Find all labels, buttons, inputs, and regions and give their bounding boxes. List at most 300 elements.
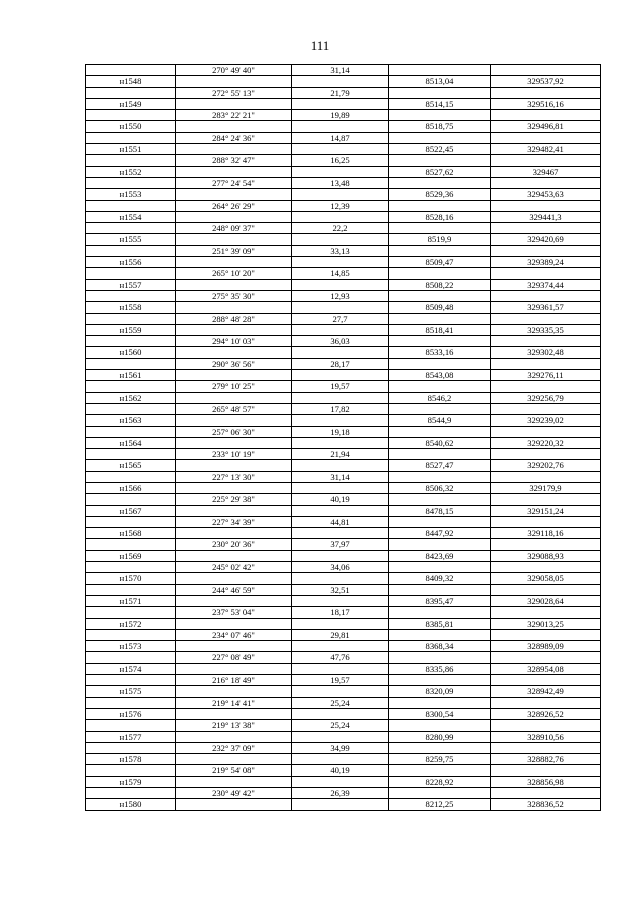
segment-row	[86, 87, 601, 98]
point-row	[86, 618, 601, 629]
y-cell	[491, 516, 601, 527]
x-cell: 8385,81	[389, 618, 491, 629]
x-cell	[389, 788, 491, 799]
segment-row	[86, 788, 601, 799]
x-cell: 8368,34	[389, 641, 491, 652]
point-row	[86, 528, 601, 539]
segment-row	[86, 65, 601, 76]
x-cell: 8527,62	[389, 166, 491, 177]
point-cell	[86, 471, 176, 482]
length-cell: 32,51	[292, 584, 389, 595]
point-cell: н1570	[86, 573, 176, 584]
length-cell	[292, 257, 389, 268]
y-cell	[491, 584, 601, 595]
point-cell: н1579	[86, 776, 176, 787]
length-cell	[292, 415, 389, 426]
y-cell: 328926,52	[491, 708, 601, 719]
point-cell: н1568	[86, 528, 176, 539]
length-cell: 22,2	[292, 223, 389, 234]
length-cell	[292, 324, 389, 335]
length-cell: 21,94	[292, 449, 389, 460]
length-cell	[292, 76, 389, 87]
point-cell: н1548	[86, 76, 176, 87]
length-cell	[292, 482, 389, 493]
length-cell	[292, 302, 389, 313]
y-cell: 329239,02	[491, 415, 601, 426]
length-cell	[292, 437, 389, 448]
point-cell: н1553	[86, 189, 176, 200]
segment-row	[86, 403, 601, 414]
length-cell: 18,17	[292, 607, 389, 618]
point-row	[86, 211, 601, 222]
x-cell: 8478,15	[389, 505, 491, 516]
angle-cell	[176, 76, 292, 87]
y-cell	[491, 87, 601, 98]
point-row	[86, 731, 601, 742]
length-cell	[292, 776, 389, 787]
length-cell: 19,57	[292, 381, 389, 392]
point-cell	[86, 65, 176, 76]
angle-cell	[176, 189, 292, 200]
angle-cell: 219° 54' 08"	[176, 765, 292, 776]
length-cell: 26,39	[292, 788, 389, 799]
angle-cell	[176, 708, 292, 719]
length-cell: 37,97	[292, 539, 389, 550]
point-row	[86, 347, 601, 358]
x-cell: 8514,15	[389, 98, 491, 109]
point-cell: н1559	[86, 324, 176, 335]
segment-row	[86, 607, 601, 618]
angle-cell	[176, 257, 292, 268]
angle-cell	[176, 234, 292, 245]
length-cell: 13,48	[292, 177, 389, 188]
y-cell	[491, 358, 601, 369]
length-cell: 14,87	[292, 132, 389, 143]
point-row	[86, 437, 601, 448]
point-cell: н1556	[86, 257, 176, 268]
segment-row	[86, 471, 601, 482]
angle-cell: 248° 09' 37"	[176, 223, 292, 234]
x-cell	[389, 268, 491, 279]
point-cell: н1575	[86, 686, 176, 697]
point-row	[86, 279, 601, 290]
y-cell	[491, 245, 601, 256]
angle-cell: 288° 32' 47"	[176, 155, 292, 166]
segment-row	[86, 449, 601, 460]
x-cell: 8509,47	[389, 257, 491, 268]
point-row	[86, 482, 601, 493]
angle-cell	[176, 279, 292, 290]
y-cell: 329302,48	[491, 347, 601, 358]
segment-row	[86, 516, 601, 527]
length-cell	[292, 211, 389, 222]
point-row	[86, 776, 601, 787]
y-cell	[491, 697, 601, 708]
angle-cell: 294° 10' 03"	[176, 336, 292, 347]
angle-cell: 251° 39' 09"	[176, 245, 292, 256]
x-cell: 8544,9	[389, 415, 491, 426]
point-cell: н1557	[86, 279, 176, 290]
x-cell	[389, 87, 491, 98]
y-cell: 329256,79	[491, 392, 601, 403]
y-cell	[491, 65, 601, 76]
y-cell: 329151,24	[491, 505, 601, 516]
angle-cell: 277° 24' 54"	[176, 177, 292, 188]
x-cell: 8447,92	[389, 528, 491, 539]
angle-cell	[176, 166, 292, 177]
length-cell	[292, 505, 389, 516]
point-row	[86, 121, 601, 132]
length-cell	[292, 392, 389, 403]
point-cell	[86, 268, 176, 279]
y-cell	[491, 788, 601, 799]
angle-cell: 227° 13' 30"	[176, 471, 292, 482]
point-row	[86, 505, 601, 516]
segment-row	[86, 268, 601, 279]
x-cell: 8280,99	[389, 731, 491, 742]
point-cell: н1558	[86, 302, 176, 313]
length-cell	[292, 234, 389, 245]
segment-row	[86, 675, 601, 686]
point-row	[86, 550, 601, 561]
angle-cell: 230° 49' 42"	[176, 788, 292, 799]
angle-cell	[176, 211, 292, 222]
point-cell: н1571	[86, 595, 176, 606]
x-cell: 8529,36	[389, 189, 491, 200]
point-cell	[86, 539, 176, 550]
coordinates-table-body	[86, 65, 601, 811]
point-cell	[86, 403, 176, 414]
angle-cell	[176, 776, 292, 787]
length-cell	[292, 641, 389, 652]
angle-cell	[176, 324, 292, 335]
length-cell	[292, 189, 389, 200]
length-cell: 29,81	[292, 629, 389, 640]
point-cell	[86, 177, 176, 188]
x-cell	[389, 742, 491, 753]
point-row	[86, 392, 601, 403]
x-cell: 8300,54	[389, 708, 491, 719]
y-cell	[491, 471, 601, 482]
point-cell	[86, 742, 176, 753]
point-cell: н1577	[86, 731, 176, 742]
angle-cell: 234° 07' 46"	[176, 629, 292, 640]
angle-cell: 288° 48' 28"	[176, 313, 292, 324]
point-cell: н1563	[86, 415, 176, 426]
y-cell	[491, 110, 601, 121]
length-cell: 40,19	[292, 765, 389, 776]
segment-row	[86, 155, 601, 166]
point-cell: н1555	[86, 234, 176, 245]
length-cell: 19,89	[292, 110, 389, 121]
x-cell	[389, 177, 491, 188]
length-cell	[292, 166, 389, 177]
segment-row	[86, 223, 601, 234]
length-cell: 21,79	[292, 87, 389, 98]
angle-cell: 227° 08' 49"	[176, 652, 292, 663]
point-cell	[86, 132, 176, 143]
x-cell	[389, 539, 491, 550]
length-cell	[292, 663, 389, 674]
point-cell	[86, 449, 176, 460]
length-cell: 40,19	[292, 494, 389, 505]
angle-cell	[176, 121, 292, 132]
angle-cell: 257° 06' 30"	[176, 426, 292, 437]
length-cell	[292, 144, 389, 155]
y-cell: 329453,63	[491, 189, 601, 200]
x-cell	[389, 132, 491, 143]
length-cell: 44,81	[292, 516, 389, 527]
angle-cell: 265° 10' 20"	[176, 268, 292, 279]
point-cell	[86, 584, 176, 595]
y-cell: 329202,76	[491, 460, 601, 471]
point-cell	[86, 494, 176, 505]
point-cell: н1576	[86, 708, 176, 719]
length-cell	[292, 528, 389, 539]
x-cell: 8395,47	[389, 595, 491, 606]
x-cell	[389, 494, 491, 505]
length-cell	[292, 618, 389, 629]
angle-cell: 237° 53' 04"	[176, 607, 292, 618]
y-cell: 329088,93	[491, 550, 601, 561]
point-cell	[86, 155, 176, 166]
x-cell: 8527,47	[389, 460, 491, 471]
point-row	[86, 98, 601, 109]
point-cell	[86, 697, 176, 708]
angle-cell: 225° 29' 38"	[176, 494, 292, 505]
point-row	[86, 257, 601, 268]
angle-cell: 219° 14' 41"	[176, 697, 292, 708]
y-cell: 328882,76	[491, 754, 601, 765]
length-cell	[292, 799, 389, 810]
point-cell	[86, 607, 176, 618]
y-cell	[491, 629, 601, 640]
x-cell	[389, 358, 491, 369]
segment-row	[86, 584, 601, 595]
angle-cell: 245° 02' 42"	[176, 562, 292, 573]
x-cell	[389, 65, 491, 76]
length-cell: 14,85	[292, 268, 389, 279]
point-cell	[86, 516, 176, 527]
point-cell	[86, 200, 176, 211]
angle-cell	[176, 144, 292, 155]
segment-row	[86, 539, 601, 550]
point-row	[86, 302, 601, 313]
segment-row	[86, 652, 601, 663]
x-cell: 8320,09	[389, 686, 491, 697]
angle-cell: 283° 22' 21"	[176, 110, 292, 121]
point-row	[86, 686, 601, 697]
x-cell: 8509,48	[389, 302, 491, 313]
point-cell	[86, 562, 176, 573]
y-cell	[491, 426, 601, 437]
y-cell: 329361,57	[491, 302, 601, 313]
segment-row	[86, 426, 601, 437]
angle-cell: 227° 34' 39"	[176, 516, 292, 527]
segment-row	[86, 177, 601, 188]
y-cell: 328910,56	[491, 731, 601, 742]
x-cell: 8546,2	[389, 392, 491, 403]
angle-cell	[176, 799, 292, 810]
segment-row	[86, 358, 601, 369]
x-cell: 8259,75	[389, 754, 491, 765]
point-cell	[86, 110, 176, 121]
point-cell: н1567	[86, 505, 176, 516]
angle-cell: 272° 55' 13"	[176, 87, 292, 98]
point-cell: н1580	[86, 799, 176, 810]
segment-row	[86, 765, 601, 776]
x-cell: 8522,45	[389, 144, 491, 155]
point-row	[86, 415, 601, 426]
point-row	[86, 573, 601, 584]
y-cell	[491, 132, 601, 143]
x-cell	[389, 516, 491, 527]
point-cell	[86, 290, 176, 301]
angle-cell	[176, 98, 292, 109]
point-row	[86, 144, 601, 155]
x-cell: 8540,62	[389, 437, 491, 448]
point-cell	[86, 223, 176, 234]
angle-cell	[176, 505, 292, 516]
angle-cell	[176, 641, 292, 652]
point-row	[86, 370, 601, 381]
length-cell	[292, 731, 389, 742]
point-row	[86, 708, 601, 719]
y-cell: 329013,25	[491, 618, 601, 629]
angle-cell	[176, 550, 292, 561]
x-cell	[389, 449, 491, 460]
segment-row	[86, 290, 601, 301]
x-cell: 8423,69	[389, 550, 491, 561]
y-cell	[491, 381, 601, 392]
y-cell: 329028,64	[491, 595, 601, 606]
angle-cell	[176, 347, 292, 358]
angle-cell	[176, 415, 292, 426]
x-cell: 8518,75	[389, 121, 491, 132]
segment-row	[86, 562, 601, 573]
point-cell	[86, 245, 176, 256]
length-cell	[292, 121, 389, 132]
x-cell	[389, 471, 491, 482]
y-cell: 328856,98	[491, 776, 601, 787]
y-cell	[491, 765, 601, 776]
y-cell: 328989,09	[491, 641, 601, 652]
point-cell: н1549	[86, 98, 176, 109]
angle-cell: 216° 18' 49"	[176, 675, 292, 686]
y-cell	[491, 290, 601, 301]
y-cell	[491, 675, 601, 686]
y-cell: 328954,08	[491, 663, 601, 674]
x-cell: 8513,04	[389, 76, 491, 87]
angle-cell: 230° 20' 36"	[176, 539, 292, 550]
length-cell: 17,82	[292, 403, 389, 414]
x-cell	[389, 629, 491, 640]
length-cell: 16,25	[292, 155, 389, 166]
length-cell	[292, 573, 389, 584]
angle-cell	[176, 754, 292, 765]
y-cell: 329058,05	[491, 573, 601, 584]
point-row	[86, 595, 601, 606]
angle-cell	[176, 686, 292, 697]
y-cell	[491, 313, 601, 324]
point-row	[86, 754, 601, 765]
x-cell	[389, 245, 491, 256]
point-row	[86, 799, 601, 810]
y-cell	[491, 200, 601, 211]
angle-cell: 233° 10' 19"	[176, 449, 292, 460]
y-cell	[491, 336, 601, 347]
angle-cell	[176, 460, 292, 471]
y-cell	[491, 562, 601, 573]
segment-row	[86, 313, 601, 324]
y-cell: 328836,52	[491, 799, 601, 810]
angle-cell	[176, 573, 292, 584]
angle-cell	[176, 392, 292, 403]
point-cell	[86, 358, 176, 369]
angle-cell: 265° 48' 57"	[176, 403, 292, 414]
point-cell: н1566	[86, 482, 176, 493]
x-cell: 8533,16	[389, 347, 491, 358]
angle-cell: 279° 10' 25"	[176, 381, 292, 392]
segment-row	[86, 132, 601, 143]
angle-cell: 275° 35' 30"	[176, 290, 292, 301]
x-cell	[389, 290, 491, 301]
y-cell: 329179,9	[491, 482, 601, 493]
x-cell	[389, 200, 491, 211]
angle-cell	[176, 437, 292, 448]
angle-cell	[176, 663, 292, 674]
x-cell	[389, 697, 491, 708]
point-cell	[86, 313, 176, 324]
x-cell	[389, 223, 491, 234]
length-cell	[292, 279, 389, 290]
point-cell	[86, 629, 176, 640]
y-cell: 329389,24	[491, 257, 601, 268]
point-cell: н1550	[86, 121, 176, 132]
length-cell: 19,18	[292, 426, 389, 437]
y-cell: 329335,35	[491, 324, 601, 335]
page-number: 111	[310, 38, 330, 53]
x-cell	[389, 675, 491, 686]
length-cell: 47,76	[292, 652, 389, 663]
length-cell: 27,7	[292, 313, 389, 324]
point-cell: н1554	[86, 211, 176, 222]
angle-cell: 264° 26' 29"	[176, 200, 292, 211]
y-cell	[491, 742, 601, 753]
length-cell: 31,14	[292, 471, 389, 482]
y-cell	[491, 720, 601, 731]
segment-row	[86, 742, 601, 753]
point-cell: н1574	[86, 663, 176, 674]
y-cell	[491, 403, 601, 414]
x-cell: 8506,32	[389, 482, 491, 493]
y-cell	[491, 449, 601, 460]
segment-row	[86, 336, 601, 347]
length-cell	[292, 370, 389, 381]
point-cell: н1565	[86, 460, 176, 471]
point-row	[86, 189, 601, 200]
y-cell: 329482,41	[491, 144, 601, 155]
angle-cell	[176, 618, 292, 629]
y-cell: 329496,81	[491, 121, 601, 132]
point-cell	[86, 675, 176, 686]
point-cell: н1552	[86, 166, 176, 177]
y-cell	[491, 268, 601, 279]
angle-cell	[176, 731, 292, 742]
y-cell	[491, 155, 601, 166]
point-cell	[86, 788, 176, 799]
length-cell: 31,14	[292, 65, 389, 76]
